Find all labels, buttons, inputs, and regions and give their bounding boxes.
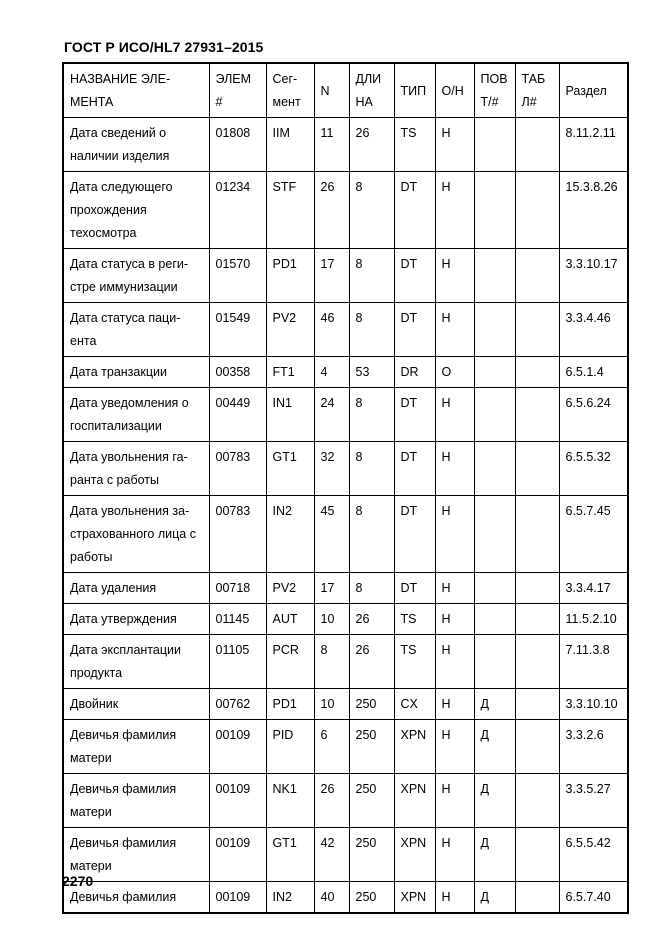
cell-repeat xyxy=(474,303,515,357)
cell-n: 17 xyxy=(314,249,349,303)
cell-type: TS xyxy=(394,635,435,689)
cell-n: 40 xyxy=(314,882,349,914)
header-type: ТИП xyxy=(394,63,435,118)
header-n: N xyxy=(314,63,349,118)
cell-segment: PID xyxy=(266,720,314,774)
cell-table-number xyxy=(515,882,559,914)
cell-element-name: Дата сведений о наличии изделия xyxy=(63,118,209,172)
cell-type: XPN xyxy=(394,720,435,774)
cell-table-number xyxy=(515,388,559,442)
cell-section: 8.11.2.11 xyxy=(559,118,628,172)
table-row xyxy=(63,118,628,172)
cell-type: XPN xyxy=(394,828,435,882)
cell-element-number: 00449 xyxy=(209,388,266,442)
cell-section: 7.11.3.8 xyxy=(559,635,628,689)
page-number: 2270 xyxy=(62,873,94,889)
cell-length: 250 xyxy=(349,720,394,774)
cell-element-name: Дата статуса пациента xyxy=(63,303,209,357)
header-element-number: ЭЛЕМ # xyxy=(209,63,266,118)
cell-n: 4 xyxy=(314,357,349,388)
table-header-row xyxy=(63,63,628,118)
cell-section: 3.3.4.46 xyxy=(559,303,628,357)
cell-repeat: Д xyxy=(474,882,515,914)
cell-type: TS xyxy=(394,604,435,635)
cell-type: XPN xyxy=(394,774,435,828)
cell-repeat xyxy=(474,357,515,388)
cell-type: DT xyxy=(394,249,435,303)
cell-type: DT xyxy=(394,573,435,604)
cell-section: 6.5.1.4 xyxy=(559,357,628,388)
cell-optionality: Н xyxy=(435,720,474,774)
cell-section: 6.5.7.40 xyxy=(559,882,628,914)
cell-element-number: 00718 xyxy=(209,573,266,604)
table-row xyxy=(63,774,628,828)
cell-table-number xyxy=(515,357,559,388)
cell-element-name: Дата следующего прохождения техосмотра xyxy=(63,172,209,249)
cell-repeat: Д xyxy=(474,774,515,828)
cell-optionality: Н xyxy=(435,604,474,635)
table-row xyxy=(63,635,628,689)
cell-repeat: Д xyxy=(474,828,515,882)
cell-segment: FT1 xyxy=(266,357,314,388)
cell-n: 17 xyxy=(314,573,349,604)
cell-segment: IIM xyxy=(266,118,314,172)
cell-length: 8 xyxy=(349,442,394,496)
cell-table-number xyxy=(515,118,559,172)
cell-n: 42 xyxy=(314,828,349,882)
table-row xyxy=(63,573,628,604)
table-row xyxy=(63,828,628,882)
cell-segment: PV2 xyxy=(266,303,314,357)
cell-element-number: 00783 xyxy=(209,442,266,496)
cell-segment: PV2 xyxy=(266,573,314,604)
cell-repeat xyxy=(474,118,515,172)
cell-element-number: 01808 xyxy=(209,118,266,172)
cell-section: 6.5.7.45 xyxy=(559,496,628,573)
cell-n: 8 xyxy=(314,635,349,689)
cell-element-name: Дата удаления xyxy=(63,573,209,604)
cell-section: 11.5.2.10 xyxy=(559,604,628,635)
header-segment: Сегмент xyxy=(266,63,314,118)
cell-length: 26 xyxy=(349,635,394,689)
cell-length: 250 xyxy=(349,828,394,882)
header-section: Раздел xyxy=(559,63,628,118)
cell-segment: IN2 xyxy=(266,496,314,573)
cell-section: 6.5.5.32 xyxy=(559,442,628,496)
cell-segment: NK1 xyxy=(266,774,314,828)
cell-optionality: Н xyxy=(435,442,474,496)
cell-element-name: Девичья фамилия xyxy=(63,882,209,914)
header-optionality: О/Н xyxy=(435,63,474,118)
table-row xyxy=(63,496,628,573)
cell-length: 8 xyxy=(349,172,394,249)
cell-section: 6.5.6.24 xyxy=(559,388,628,442)
cell-element-name: Дата утверждения xyxy=(63,604,209,635)
table-row xyxy=(63,442,628,496)
table-row xyxy=(63,388,628,442)
cell-repeat xyxy=(474,496,515,573)
cell-n: 46 xyxy=(314,303,349,357)
cell-length: 8 xyxy=(349,249,394,303)
cell-optionality: Н xyxy=(435,689,474,720)
cell-repeat xyxy=(474,388,515,442)
cell-length: 8 xyxy=(349,303,394,357)
cell-section: 3.3.2.6 xyxy=(559,720,628,774)
cell-segment: GT1 xyxy=(266,442,314,496)
cell-section: 3.3.5.27 xyxy=(559,774,628,828)
cell-element-name: Девичья фамилия матери xyxy=(63,828,209,882)
cell-element-number: 00109 xyxy=(209,882,266,914)
cell-element-name: Двойник xyxy=(63,689,209,720)
cell-optionality: Н xyxy=(435,496,474,573)
cell-table-number xyxy=(515,442,559,496)
cell-element-name: Девичья фамилия матери xyxy=(63,774,209,828)
cell-table-number xyxy=(515,689,559,720)
cell-length: 250 xyxy=(349,882,394,914)
cell-length: 26 xyxy=(349,604,394,635)
cell-table-number xyxy=(515,635,559,689)
cell-length: 250 xyxy=(349,774,394,828)
cell-table-number xyxy=(515,303,559,357)
cell-type: DT xyxy=(394,303,435,357)
cell-repeat: Д xyxy=(474,689,515,720)
cell-length: 8 xyxy=(349,388,394,442)
cell-repeat xyxy=(474,573,515,604)
cell-repeat: Д xyxy=(474,720,515,774)
cell-element-name: Дата транзакции xyxy=(63,357,209,388)
cell-table-number xyxy=(515,573,559,604)
cell-type: XPN xyxy=(394,882,435,914)
table-row xyxy=(63,357,628,388)
cell-optionality: О xyxy=(435,357,474,388)
cell-optionality: Н xyxy=(435,828,474,882)
cell-table-number xyxy=(515,604,559,635)
cell-length: 250 xyxy=(349,689,394,720)
cell-optionality: Н xyxy=(435,249,474,303)
cell-n: 26 xyxy=(314,172,349,249)
cell-optionality: Н xyxy=(435,303,474,357)
cell-element-name: Дата увольнения гаранта с работы xyxy=(63,442,209,496)
cell-n: 45 xyxy=(314,496,349,573)
header-element-name: НАЗВАНИЕ ЭЛЕМЕНТА xyxy=(63,63,209,118)
cell-element-number: 00109 xyxy=(209,720,266,774)
cell-element-number: 00358 xyxy=(209,357,266,388)
cell-element-name: Дата статуса в регистре иммунизации xyxy=(63,249,209,303)
cell-table-number xyxy=(515,496,559,573)
cell-length: 26 xyxy=(349,118,394,172)
cell-type: DT xyxy=(394,388,435,442)
table-row xyxy=(63,604,628,635)
cell-table-number xyxy=(515,774,559,828)
cell-optionality: Н xyxy=(435,172,474,249)
cell-type: DT xyxy=(394,442,435,496)
cell-element-number: 00783 xyxy=(209,496,266,573)
cell-element-number: 01570 xyxy=(209,249,266,303)
table-row xyxy=(63,249,628,303)
cell-element-name: Девичья фамилия матери xyxy=(63,720,209,774)
cell-repeat xyxy=(474,604,515,635)
cell-element-number: 01105 xyxy=(209,635,266,689)
cell-segment: AUT xyxy=(266,604,314,635)
document-header: ГОСТ Р ИСО/HL7 27931–2015 xyxy=(64,39,264,55)
cell-repeat xyxy=(474,635,515,689)
cell-n: 10 xyxy=(314,689,349,720)
cell-optionality: Н xyxy=(435,882,474,914)
table-row xyxy=(63,689,628,720)
cell-type: DT xyxy=(394,172,435,249)
cell-optionality: Н xyxy=(435,635,474,689)
cell-table-number xyxy=(515,828,559,882)
cell-n: 32 xyxy=(314,442,349,496)
cell-length: 8 xyxy=(349,496,394,573)
cell-length: 8 xyxy=(349,573,394,604)
cell-n: 26 xyxy=(314,774,349,828)
cell-optionality: Н xyxy=(435,774,474,828)
cell-n: 11 xyxy=(314,118,349,172)
cell-segment: STF xyxy=(266,172,314,249)
cell-element-number: 01549 xyxy=(209,303,266,357)
cell-table-number xyxy=(515,720,559,774)
cell-section: 6.5.5.42 xyxy=(559,828,628,882)
cell-segment: IN1 xyxy=(266,388,314,442)
cell-element-number: 00109 xyxy=(209,774,266,828)
table-row xyxy=(63,882,628,914)
cell-optionality: Н xyxy=(435,118,474,172)
cell-section: 3.3.10.10 xyxy=(559,689,628,720)
cell-segment: GT1 xyxy=(266,828,314,882)
cell-table-number xyxy=(515,172,559,249)
cell-segment: PD1 xyxy=(266,689,314,720)
cell-repeat xyxy=(474,249,515,303)
header-repeat: ПОВ Т/# xyxy=(474,63,515,118)
cell-element-name: Дата эксплантации продукта xyxy=(63,635,209,689)
cell-length: 53 xyxy=(349,357,394,388)
table-row xyxy=(63,720,628,774)
table-row xyxy=(63,303,628,357)
cell-type: CX xyxy=(394,689,435,720)
cell-element-number: 01145 xyxy=(209,604,266,635)
cell-type: TS xyxy=(394,118,435,172)
cell-repeat xyxy=(474,442,515,496)
cell-n: 6 xyxy=(314,720,349,774)
header-length: ДЛИ НА xyxy=(349,63,394,118)
table-row xyxy=(63,172,628,249)
cell-n: 10 xyxy=(314,604,349,635)
cell-element-name: Дата увольнения застрахованного лица с работы xyxy=(63,496,209,573)
cell-segment: PD1 xyxy=(266,249,314,303)
cell-element-number: 00109 xyxy=(209,828,266,882)
cell-section: 3.3.4.17 xyxy=(559,573,628,604)
cell-segment: IN2 xyxy=(266,882,314,914)
cell-type: DR xyxy=(394,357,435,388)
cell-segment: PCR xyxy=(266,635,314,689)
cell-section: 3.3.10.17 xyxy=(559,249,628,303)
cell-optionality: Н xyxy=(435,388,474,442)
cell-element-name: Дата уведомления о госпитализации xyxy=(63,388,209,442)
cell-type: DT xyxy=(394,496,435,573)
header-table-number: ТАБ Л# xyxy=(515,63,559,118)
elements-table xyxy=(62,62,629,914)
cell-element-number: 00762 xyxy=(209,689,266,720)
cell-repeat xyxy=(474,172,515,249)
cell-optionality: Н xyxy=(435,573,474,604)
cell-element-number: 01234 xyxy=(209,172,266,249)
cell-n: 24 xyxy=(314,388,349,442)
cell-section: 15.3.8.26 xyxy=(559,172,628,249)
cell-table-number xyxy=(515,249,559,303)
